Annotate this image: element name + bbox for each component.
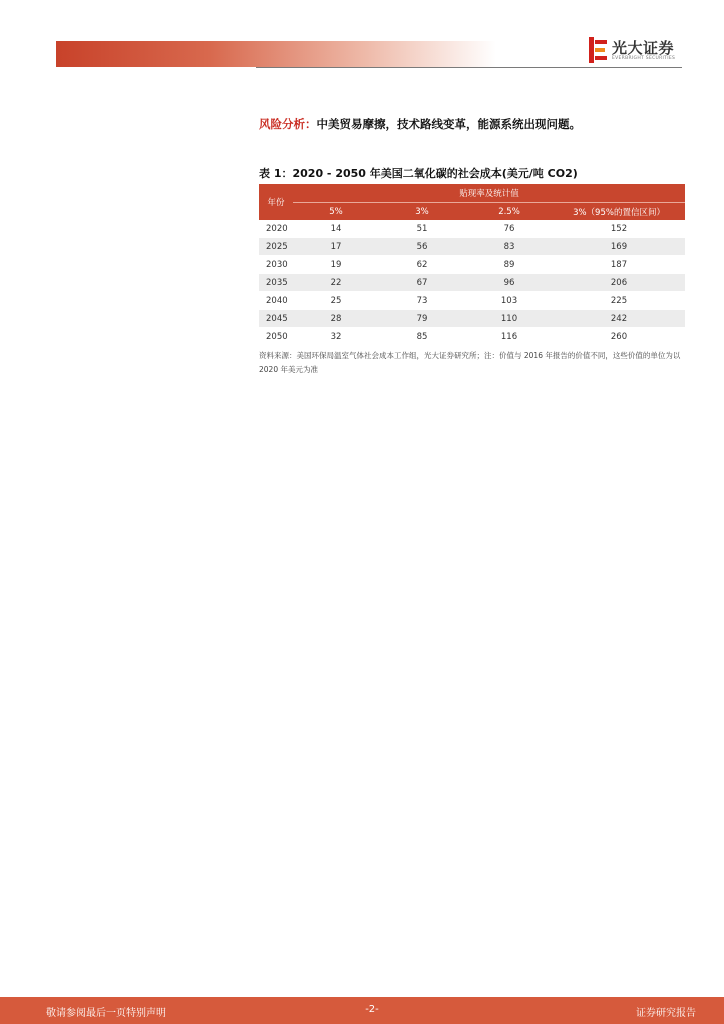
value-cell: 22 (293, 274, 379, 292)
year-cell: 2020 (259, 220, 293, 238)
table-row (259, 274, 685, 292)
value-cell: 17 (293, 238, 379, 256)
header-rule (256, 67, 682, 68)
page-footer (0, 997, 724, 1024)
value-cell: 14 (293, 220, 379, 238)
table-row (259, 220, 685, 238)
page-number: -2- (365, 1004, 379, 1015)
year-cell: 2035 (259, 274, 293, 292)
value-cell: 187 (553, 256, 685, 274)
value-cell: 206 (553, 274, 685, 292)
table-row (259, 328, 685, 346)
value-cell: 62 (379, 256, 465, 274)
value-cell: 110 (465, 310, 553, 328)
table-row (259, 292, 685, 310)
value-cell: 73 (379, 292, 465, 310)
year-cell: 2050 (259, 328, 293, 346)
column-header: 2.5% (465, 203, 553, 221)
value-cell: 89 (465, 256, 553, 274)
value-cell: 169 (553, 238, 685, 256)
value-cell: 32 (293, 328, 379, 346)
value-cell: 83 (465, 238, 553, 256)
value-cell: 103 (465, 292, 553, 310)
value-cell: 56 (379, 238, 465, 256)
value-cell: 79 (379, 310, 465, 328)
value-cell: 85 (379, 328, 465, 346)
column-header: 5% (293, 203, 379, 221)
table-row (259, 256, 685, 274)
value-cell: 260 (553, 328, 685, 346)
year-cell: 2030 (259, 256, 293, 274)
logo-name-en: EVERBRIGHT SECURITIES (612, 56, 676, 61)
carbon-cost-table (259, 184, 685, 346)
table-source-note: 资料来源：美国环保局温室气体社会成本工作组，光大证券研究所；注：价值与 2016 年报告的价值不同，这些价值的单位为以 2020 年美元为准 (259, 351, 681, 374)
year-header: 年份 (259, 184, 293, 220)
table-row (259, 238, 685, 256)
value-cell: 116 (465, 328, 553, 346)
company-logo (589, 37, 689, 65)
value-cell: 51 (379, 220, 465, 238)
risk-text: 中美贸易摩擦，技术路线变革，能源系统出现问题。 (316, 117, 581, 131)
year-cell: 2045 (259, 310, 293, 328)
logo-icon (589, 37, 607, 63)
value-cell: 242 (553, 310, 685, 328)
value-cell: 225 (553, 292, 685, 310)
value-cell: 76 (465, 220, 553, 238)
logo-name: 光大证券 (612, 39, 675, 57)
report-type: 证券研究报告 (636, 1008, 696, 1019)
disclaimer-note: 敬请参阅最后一页特别声明 (46, 1008, 166, 1019)
value-cell: 152 (553, 220, 685, 238)
value-cell: 19 (293, 256, 379, 274)
year-cell: 2025 (259, 238, 293, 256)
column-header: 3%（95%的置信区间） (553, 203, 685, 221)
header-band (56, 41, 496, 67)
value-cell: 67 (379, 274, 465, 292)
year-cell: 2040 (259, 292, 293, 310)
value-cell: 28 (293, 310, 379, 328)
risk-label: 风险分析： (259, 117, 317, 131)
discount-group-header: 贴现率及统计值 (293, 184, 685, 203)
risk-analysis (259, 116, 581, 132)
column-header: 3% (379, 203, 465, 221)
table-title: 表 1：2020 - 2050 年美国二氧化碳的社会成本(美元/吨 CO2) (259, 167, 578, 180)
value-cell: 96 (465, 274, 553, 292)
table-row (259, 310, 685, 328)
value-cell: 25 (293, 292, 379, 310)
